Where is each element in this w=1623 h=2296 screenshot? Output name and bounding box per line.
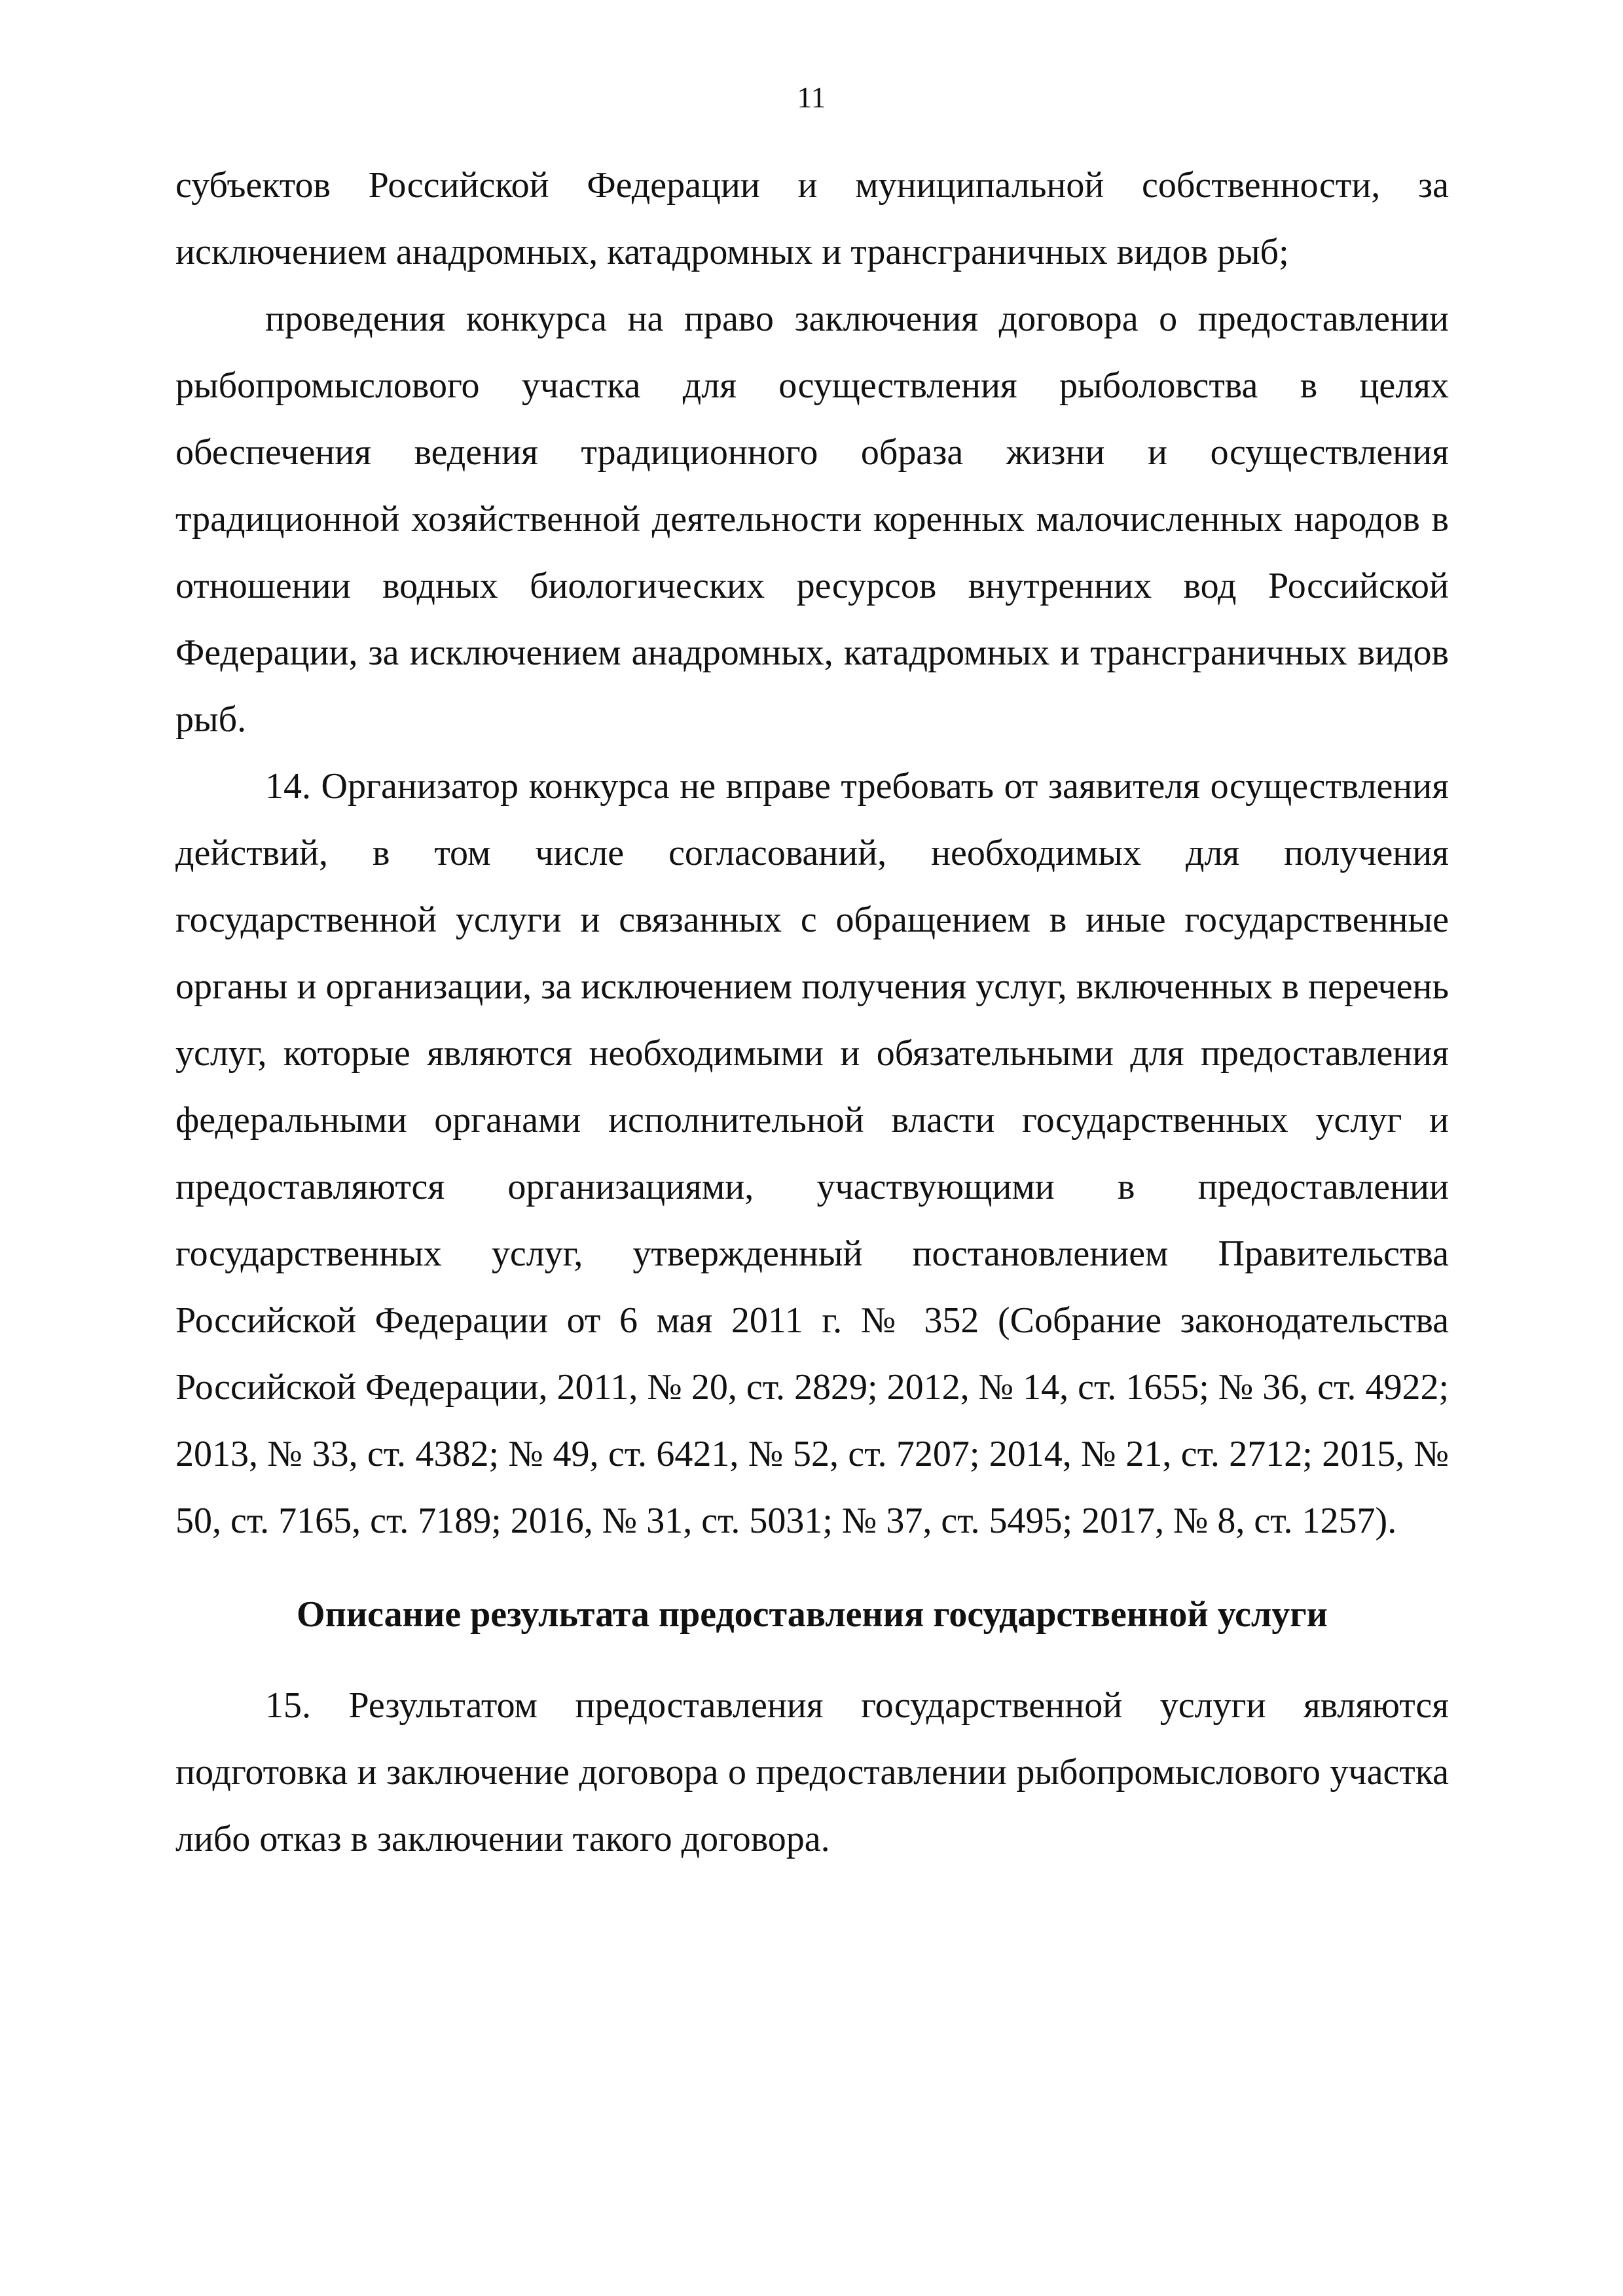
section-heading: Описание результата предоставления государственной услуги [297, 1594, 1328, 1635]
paragraph-competition-indigenous: проведения конкурса на право заключения договора о предоставлении рыбопромыслового участка для осуществления рыболовства в целях обеспечения ведения традиционного образа жизни и осуществления традиционной хозяйственной деятельности коренных малочисленных народов в отношении водных биологических ресурсов внутренних вод Российской Федерации, за исключением анадромных, катадромных и трансграничных видов рыб. [175, 299, 1449, 740]
page-number: 11 [797, 81, 826, 114]
paragraph-continuation: субъектов Российской Федерации и муниципальной собственности, за исключением анадромных, катадромных и трансграничных видов рыб; [175, 165, 1449, 272]
paragraph-item-15: 15. Результатом предоставления государственной услуги являются подготовка и заключение договора о предоставлении рыбопромыслового участка либо отказ в заключении такого договора. [175, 1685, 1449, 1859]
paragraph-item-14: 14. Организатор конкурса не вправе требовать от заявителя осуществления действий, в том числе согласований, необходимых для получения государственной услуги и связанных с обращением в иные государственные органы и организации, за исключением получения услуг, включенных в перечень услуг, которые являются необходимыми и обязательными для предоставления федеральными органами исполнительной власти государственных услуг и предоставляются организациями, участвующими в предоставлении государственных услуг, утвержденный постановлением Правительства Российской Федерации от 6 мая 2011 г. № 352 (Собрание законодательства Российской Федерации, 2011, № 20, ст. 2829; 2012, № 14, ст. 1655; № 36, ст. 4922; 2013, № 33, ст. 4382; № 49, ст. 6421, № 52, ст. 7207; 2014, № 21, ст. 2712; 2015, № 50, ст. 7165, ст. 7189; 2016, № 31, ст. 5031; № 37, ст. 5495; 2017, № 8, ст. 1257). [175, 766, 1449, 1541]
document-body [175, 152, 1449, 1872]
